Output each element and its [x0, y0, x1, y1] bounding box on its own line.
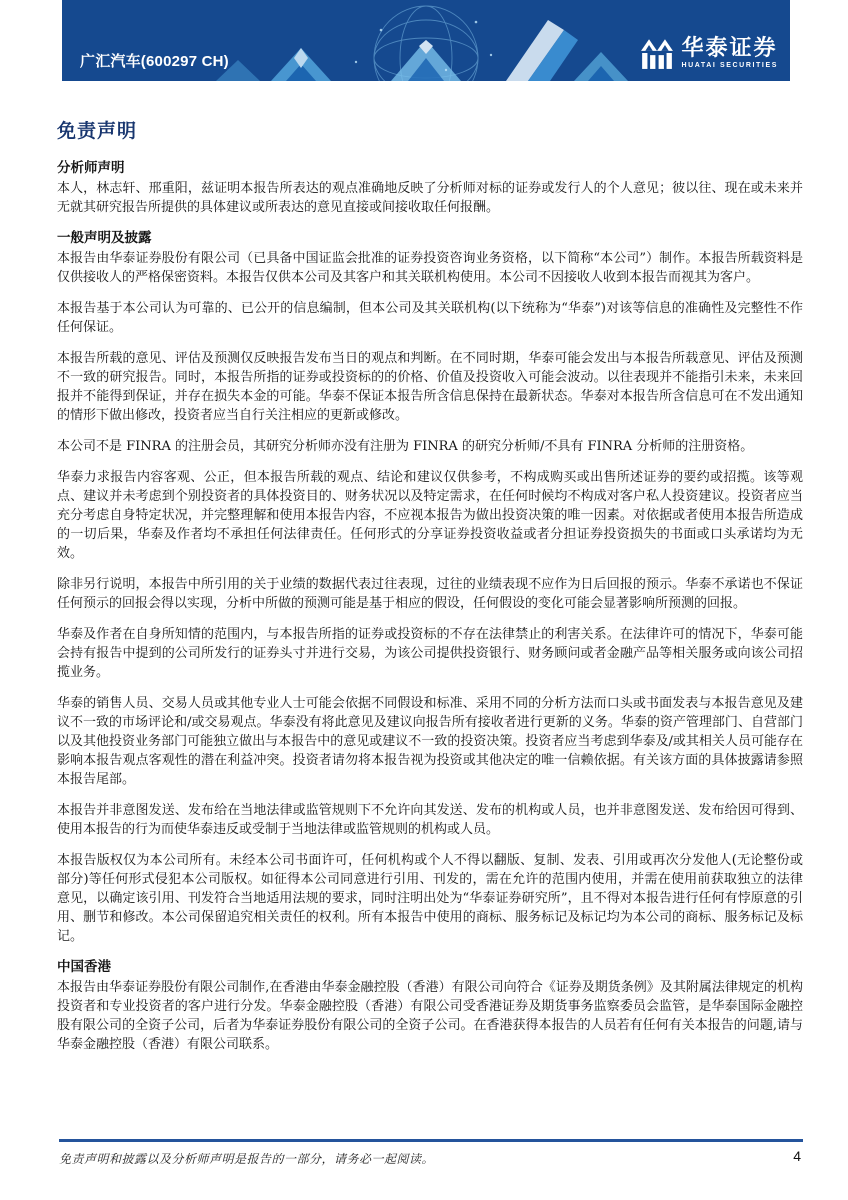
paragraph: 本报告基于本公司认为可靠的、已公开的信息编制，但本公司及其关联机构(以下统称为“华泰”)对该等信息的准确性及完整性不作任何保证。 — [57, 301, 803, 335]
paragraph: 本报告版权仅为本公司所有。未经本公司书面许可，任何机构或个人不得以翻版、复制、发表、引用或再次分发他人(无论整份或部分)等任何形式侵犯本公司版权。如征得本公司同意进行引用、刊发的，需在允许的范围内使用，并需在使用前获取独立的法律意见，以确定该引用、刊发符合当地适用法规的要求，同时注明出处为“华泰证券研究所”，且不得对本报告进行任何有悖原意的引用、删节和修改。本公司保留追究相关责任的权利。所有本报告中使用的商标、服务标记及标记均为本公司的商标、服务标记及标记。 — [57, 853, 803, 944]
paragraph: 本报告由华泰证券股份有限公司（已具备中国证监会批准的证券投资咨询业务资格，以下简称“本公司”）制作。本报告所载资料是仅供接收人的严格保密资料。本报告仅供本公司及其客户和其关联机构使用。本公司不因接收人收到本报告而视其为客户。 — [57, 251, 803, 285]
stock-title: 广汇汽车(600297 CH) — [80, 53, 229, 70]
huatai-logo-icon — [640, 36, 674, 70]
brand-name-en: HUATAI SECURITIES — [681, 62, 778, 69]
paragraph: 本报告所载的意见、评估及预测仅反映报告发布当日的观点和判断。在不同时期，华泰可能会发出与本报告所载意见、评估及预测不一致的研究报告。同时，本报告所指的证券或投资标的的价格、价值及投资收入可能会波动。以往表现并不能指引未来，未来回报并不能得到保证，并存在损失本金的可能。华泰不保证本报告所含信息保持在最新状态。华泰对本报告所含信息可在不发出通知的情形下做出修改，投资者应当自行关注相应的更新或修改。 — [57, 351, 803, 423]
paragraph: 本人，林志轩、邢重阳，兹证明本报告所表达的观点准确地反映了分析师对标的证券或发行人的个人意见；彼以往、现在或未来并无就其研究报告所提供的具体建议或所表达的意见直接或间接收取任何报酬。 — [57, 181, 803, 215]
paragraph: 华泰及作者在自身所知情的范围内，与本报告所指的证券或投资标的不存在法律禁止的利害关系。在法律许可的情况下，华泰可能会持有报告中提到的公司所发行的证券头寸并进行交易，为该公司提供投资银行、财务顾问或者金融产品等相关服务或向该公司招揽业务。 — [57, 627, 803, 680]
brand-logo — [640, 36, 778, 70]
paragraph: 本公司不是 FINRA 的注册会员，其研究分析师亦没有注册为 FINRA 的研究分析师/不具有 FINRA 分析师的注册资格。 — [57, 439, 754, 454]
footer-disclaimer-note: 免责声明和披露以及分析师声明是报告的一部分，请务必一起阅读。 — [59, 1152, 435, 1166]
paragraph: 华泰的销售人员、交易人员或其他专业人士可能会依据不同假设和标准、采用不同的分析方法而口头或书面发表与本报告意见及建议不一致的市场评论和/或交易观点。华泰没有将此意见及建议向报告所有接收者进行更新的义务。华泰的资产管理部门、自营部门以及其他投资业务部门可能独立做出与本报告中的意见或建议不一致的投资决策。投资者应当考虑到华泰及/或其相关人员可能存在影响本报告观点客观性的潜在利益冲突。投资者请勿将本报告视为投资或其他决定的唯一信赖依据。有关该方面的具体披露请参照本报告尾部。 — [57, 696, 803, 787]
header-band — [62, 0, 790, 81]
section-general-disclosure — [57, 229, 803, 946]
paragraph: 华泰力求报告内容客观、公正，但本报告所载的观点、结论和建议仅供参考，不构成购买或出售所述证券的要约或招揽。该等观点、建议并未考虑到个别投资者的具体投资目的、财务状况以及特定需求，在任何时候均不构成对客户私人投资建议。投资者应当充分考虑自身特定状况，并完整理解和使用本报告内容，不应视本报告为做出投资决策的唯一因素。对依据或者使用本报告所造成的一切后果，华泰及作者均不承担任何法律责任。任何形式的分享证券投资收益或者分担证券投资损失的书面或口头承诺均为无效。 — [57, 470, 803, 561]
paragraph: 本报告由华泰证券股份有限公司制作,在香港由华泰金融控股（香港）有限公司向符合《证券及期货条例》及其附属法律规定的机构投资者和专业投资者的客户进行分发。华泰金融控股（香港）有限公司受香港证券及期货事务监察委员会监管，是华泰国际金融控股有限公司的全资子公司，后者为华泰证券股份有限公司的全资子公司。在香港获得本报告的人员若有任何有关本报告的问题,请与华泰金融控股（香港）有限公司联系。 — [57, 980, 803, 1052]
footer-divider — [59, 1139, 803, 1142]
section-analyst-statement — [57, 159, 803, 217]
page-title: 免责声明 — [57, 120, 138, 142]
page-number: 4 — [793, 1148, 801, 1164]
disclaimer-content — [57, 116, 803, 1066]
paragraph: 本报告并非意图发送、发布给在当地法律或监管规则下不允许向其发送、发布的机构或人员，也并非意图发送、发布给因可得到、使用本报告的行为而使华泰违反或受制于当地法律或监管规则的机构或人员。 — [57, 803, 803, 837]
section-heading-hongkong: 中国香港 — [57, 959, 111, 975]
header-decoration-graphic — [176, 0, 676, 81]
section-heading-analyst: 分析师声明 — [57, 160, 125, 176]
section-heading-general: 一般声明及披露 — [57, 230, 152, 246]
section-hong-kong — [57, 958, 803, 1054]
brand-text — [681, 37, 778, 69]
paragraph: 除非另行说明，本报告中所引用的关于业绩的数据代表过往表现，过往的业绩表现不应作为日后回报的预示。华泰不承诺也不保证任何预示的回报会得以实现，分析中所做的预测可能是基于相应的假设，任何假设的变化可能会显著影响所预测的回报。 — [57, 577, 803, 611]
brand-name-cn: 华泰证券 — [681, 35, 778, 60]
